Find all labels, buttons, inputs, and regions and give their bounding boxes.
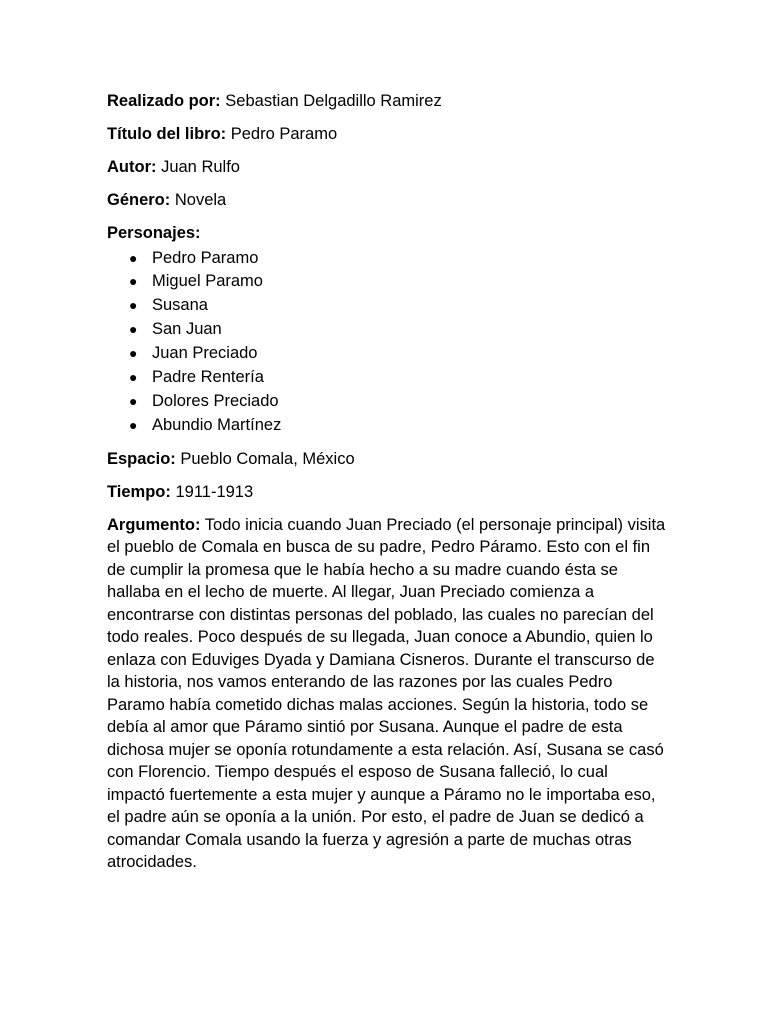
book-title-field	[107, 123, 667, 146]
bullet-icon: ●	[129, 345, 138, 362]
characters-list	[107, 247, 667, 438]
setting-field	[107, 448, 667, 471]
field-label: Autor:	[107, 158, 157, 176]
bullet-icon: ●	[129, 392, 138, 409]
field-label: Realizado por:	[107, 92, 221, 110]
field-label: Espacio:	[107, 449, 176, 468]
field-value: Juan Rulfo	[161, 158, 240, 176]
plot-summary-paragraph	[107, 514, 667, 874]
list-item: ● San Juan	[107, 318, 667, 342]
field-label: Tiempo:	[107, 482, 171, 501]
list-item: ● Dolores Preciado	[107, 390, 667, 414]
list-item: ● Pedro Paramo	[107, 247, 667, 271]
bullet-icon: ●	[129, 368, 138, 385]
bullet-icon: ●	[129, 273, 138, 290]
book-author-field	[107, 156, 667, 179]
field-value: Sebastian Delgadillo Ramirez	[225, 92, 442, 110]
characters-field	[107, 222, 667, 245]
list-item: ● Padre Rentería	[107, 366, 667, 390]
field-value: 1911-1913	[175, 482, 254, 501]
list-item: ● Miguel Paramo	[107, 270, 667, 294]
bullet-icon: ●	[129, 321, 138, 338]
list-item: ● Juan Preciado	[107, 342, 667, 366]
list-item: ● Abundio Martínez	[107, 414, 667, 438]
author-of-report-field	[107, 90, 667, 113]
bullet-icon: ●	[129, 249, 138, 266]
document-page	[107, 90, 667, 874]
field-label: Género:	[107, 191, 171, 209]
field-label: Argumento:	[107, 515, 201, 534]
genre-field	[107, 189, 667, 212]
field-value: Novela	[174, 191, 227, 209]
time-field	[107, 481, 667, 504]
field-value: Todo inicia cuando Juan Preciado (el personaje principal) visita el pueblo de Comala en busca de su padre, Pedro Páramo. Esto con el fin de cumplir la promesa que le había hecho a su madre cuando ésta se hallaba en el lecho de muerte. Al llegar, Juan Preciado comienza a encontrarse con distintas personas del poblado, las cuales no parecían del todo reales. Poco después de su llegada, Juan conoce a Abundio, quien lo enlaza con Eduviges Dyada y Damiana Cisneros. Durante el transcurso de la historia, nos vamos enterando de las razones por las cuales Pedro Paramo había cometido dichas malas acciones. Según la historia, todo se debía al amor que Páramo sintió por Susana. Aunque el padre de esta dichosa mujer se oponía rotundamente a esta relación. Así, Susana se casó con Florencio. Tiempo después el esposo de Susana falleció, lo cual impactó fuertemente a esta mujer y aunque a Páramo no le importaba eso, el padre aún se oponía a la unión. Por esto, el padre de Juan se dedicó a comandar Comala usando la fuerza y agresión a parte de muchas otras atrocidades.	[107, 515, 666, 872]
field-value: Pedro Paramo	[230, 125, 338, 143]
field-label: Título del libro:	[107, 125, 227, 143]
bullet-icon: ●	[129, 297, 138, 314]
list-item: ● Susana	[107, 294, 667, 318]
bullet-icon: ●	[129, 416, 138, 433]
field-label: Personajes:	[107, 224, 201, 242]
field-value: Pueblo Comala, México	[180, 449, 355, 468]
